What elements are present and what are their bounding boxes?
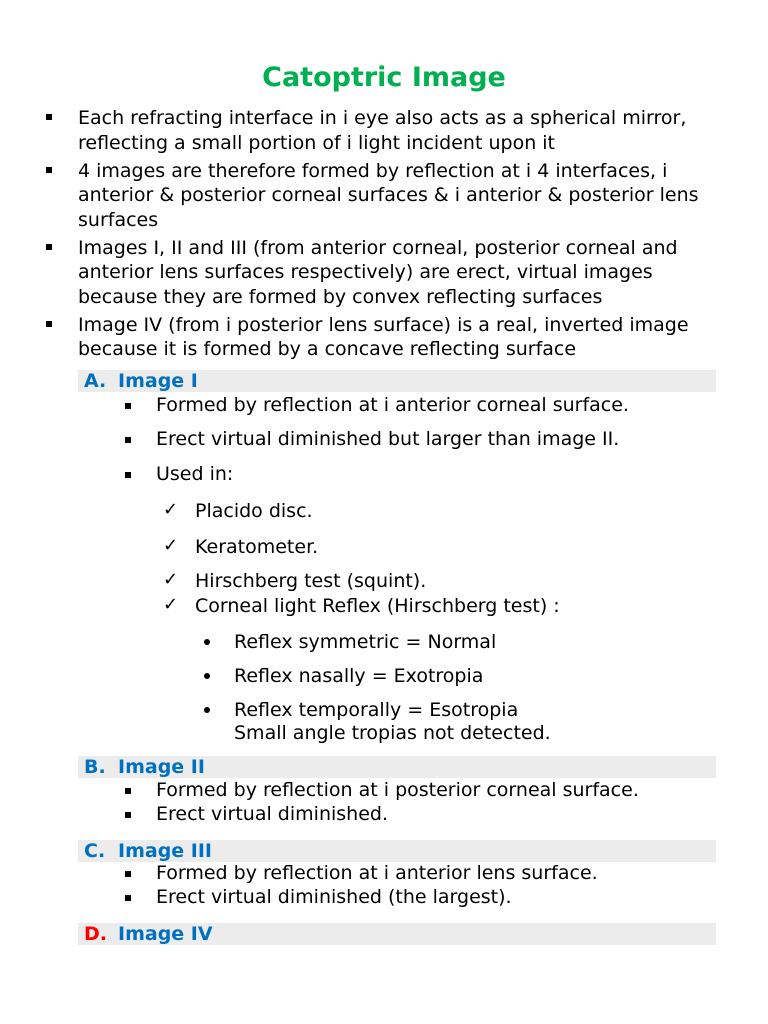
section-title: Image II (118, 756, 205, 778)
intro-item (44, 313, 724, 362)
list-item: Erect virtual diminished (the largest). (156, 886, 512, 908)
section-header (78, 923, 716, 945)
round-bullet-icon (204, 639, 210, 645)
checkmark-icon: ✓ (163, 499, 179, 520)
section-header (78, 756, 716, 778)
use-item: Placido disc. (195, 500, 313, 522)
section-letter: A. (84, 370, 107, 392)
section-letter: B. (84, 756, 106, 778)
square-bullet-icon (125, 403, 131, 409)
square-bullet-icon (125, 812, 131, 818)
list-item: Formed by reflection at i anterior lens surface. (156, 862, 598, 884)
intro-list (44, 106, 724, 365)
use-item: Keratometer. (195, 536, 319, 558)
reflex-item: Reflex temporally = Esotropia (234, 699, 519, 721)
section-image-1 (78, 370, 716, 392)
square-bullet-icon (46, 244, 52, 250)
reflex-item: Reflex symmetric = Normal (234, 631, 497, 653)
checkmark-icon: ✓ (163, 594, 179, 615)
checkmark-icon: ✓ (163, 569, 179, 590)
section-title: Image IV (118, 923, 213, 945)
list-item: Used in: (156, 463, 234, 485)
intro-item-text: Images I, II and III (from anterior corneal, posterior corneal and anterior lens surfaces respectively) are erect, virtual images because they are formed by convex reflecting surfaces (78, 236, 678, 308)
square-bullet-icon (46, 167, 52, 173)
list-item: Erect virtual diminished. (156, 803, 388, 825)
intro-item-text: 4 images are therefore formed by reflection at i 4 interfaces, i anterior & posterior corneal surfaces & i anterior & posterior lens surfaces (78, 159, 699, 231)
section-image-4 (78, 923, 716, 945)
checkmark-icon: ✓ (163, 535, 179, 556)
list-item: Formed by reflection at i posterior corneal surface. (156, 779, 639, 801)
list-item: Erect virtual diminished but larger than image II. (156, 428, 620, 450)
section-title: Image I (118, 370, 198, 392)
reflex-item: Reflex nasally = Exotropia (234, 665, 484, 687)
section-image-2 (78, 756, 716, 778)
section-letter: D. (84, 923, 107, 945)
reflex-note: Small angle tropias not detected. (234, 722, 551, 744)
section-title: Image III (118, 840, 212, 862)
intro-item-text: Image IV (from i posterior lens surface) is a real, inverted image because it is formed by a concave reflecting surface (78, 313, 689, 360)
square-bullet-icon (125, 472, 131, 478)
use-item: Hirschberg test (squint). (195, 570, 427, 592)
section-letter: C. (84, 840, 106, 862)
round-bullet-icon (204, 707, 210, 713)
intro-item (44, 236, 724, 310)
intro-item (44, 106, 724, 155)
square-bullet-icon (125, 895, 131, 901)
use-item: Corneal light Reflex (Hirschberg test) : (195, 595, 560, 617)
square-bullet-icon (46, 114, 52, 120)
round-bullet-icon (204, 673, 210, 679)
square-bullet-icon (125, 437, 131, 443)
square-bullet-icon (125, 871, 131, 877)
intro-item-text: Each refracting interface in i eye also acts as a spherical mirror, reflecting a small portion of i light incident upon it (78, 107, 687, 154)
page-title: Catoptric Image (262, 62, 506, 93)
square-bullet-icon (125, 788, 131, 794)
section-header (78, 370, 716, 392)
square-bullet-icon (46, 321, 52, 327)
section-header (78, 840, 716, 862)
intro-item (44, 159, 724, 233)
section-image-3 (78, 840, 716, 862)
list-item: Formed by reflection at i anterior corneal surface. (156, 394, 629, 416)
